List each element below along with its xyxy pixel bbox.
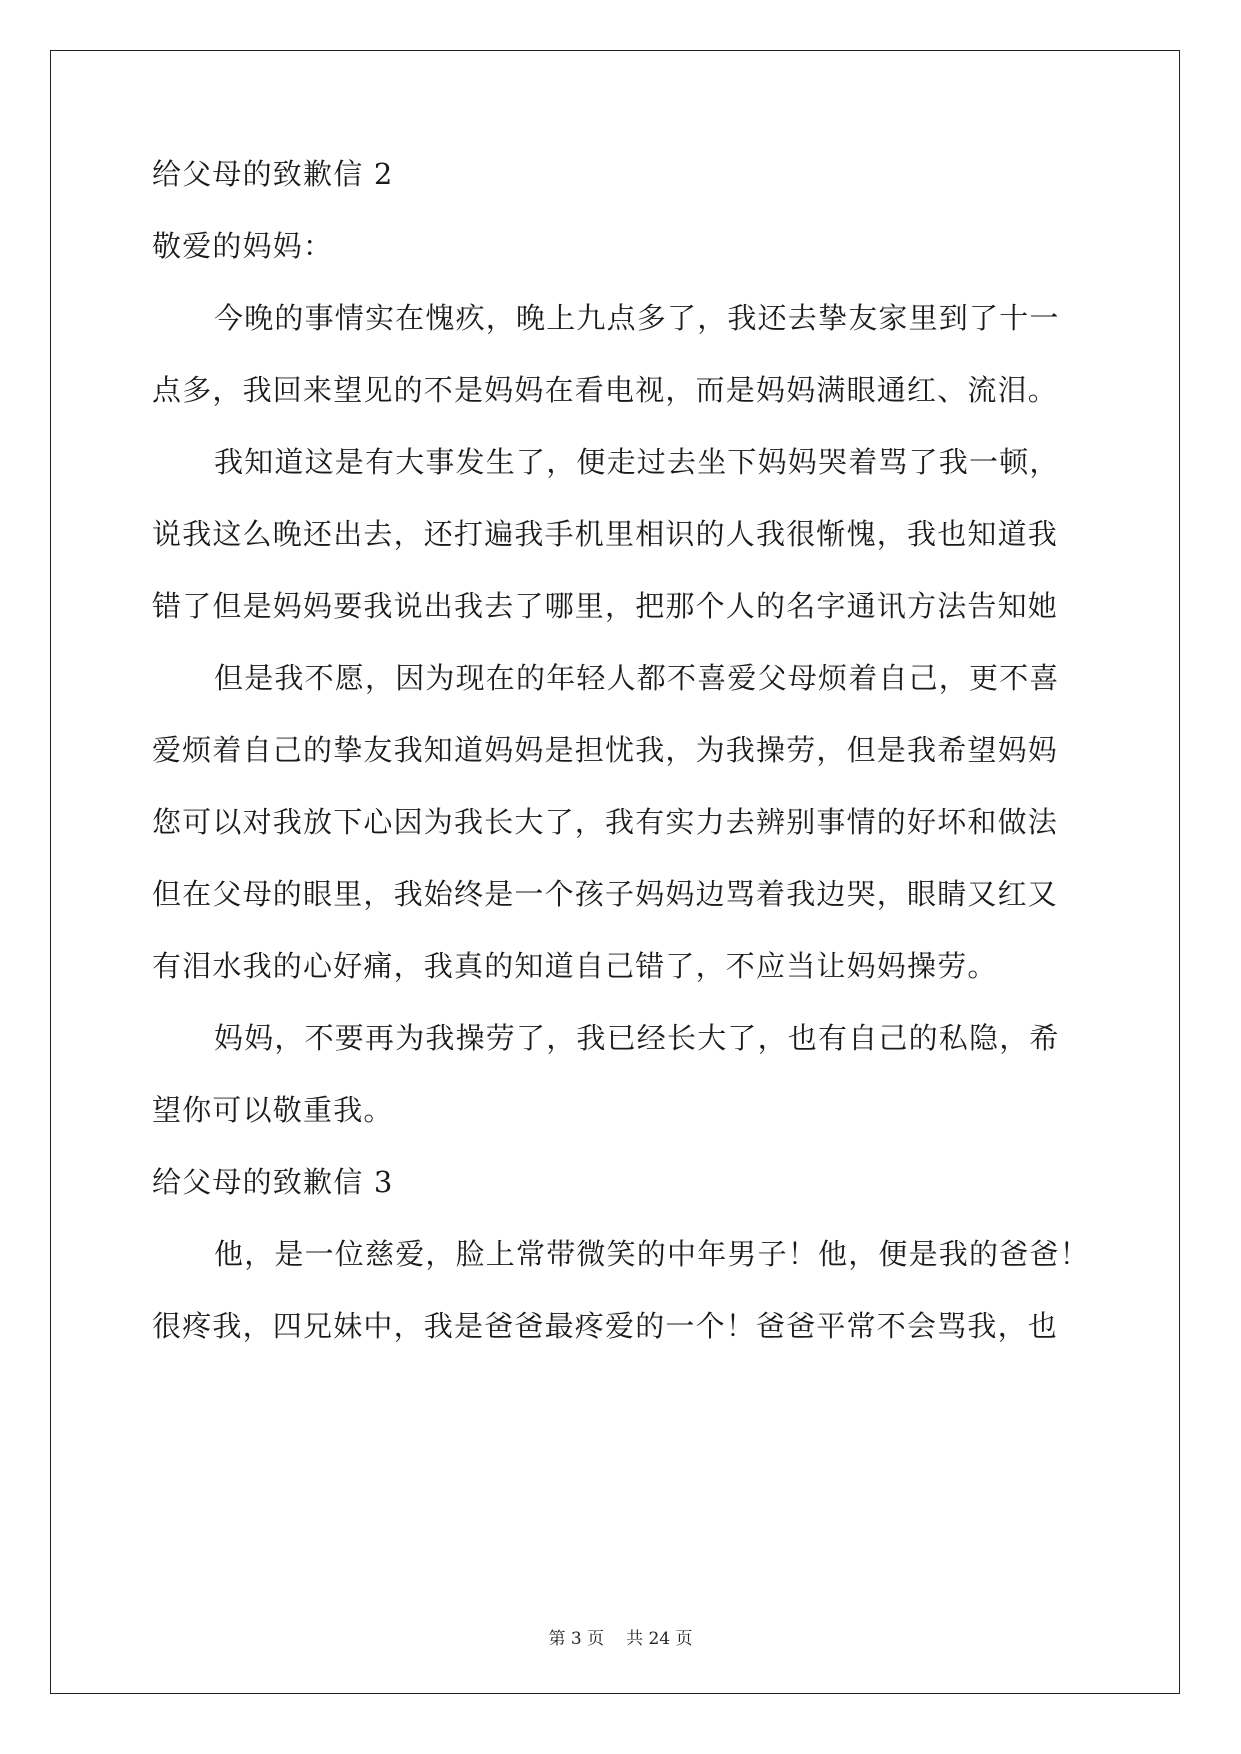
page-number: 第 3 页: [548, 1629, 605, 1649]
page-border: [50, 50, 1180, 1694]
salutation: 敬爱的妈妈：: [152, 229, 334, 263]
page-total: 共 24 页: [626, 1629, 693, 1649]
body-line: 爱烦着自己的挚友我知道妈妈是担忧我，为我操劳，但是我希望妈妈: [152, 733, 1059, 767]
body-line: 我知道这是有大事发生了，便走过去坐下妈妈哭着骂了我一顿，: [214, 445, 1060, 479]
body-line: 妈妈，不要再为我操劳了，我已经长大了，也有自己的私隐，希: [214, 1021, 1060, 1055]
letter-title-3: 给父母的致歉信 3: [152, 1165, 394, 1199]
body-line: 说我这么晚还出去，还打遍我手机里相识的人我很惭愧，我也知道我: [152, 517, 1059, 551]
letter-title-2: 给父母的致歉信 2: [152, 157, 394, 191]
body-line: 很疼我，四兄妹中，我是爸爸最疼爱的一个！爸爸平常不会骂我，也: [152, 1309, 1059, 1343]
body-line: 点多，我回来望见的不是妈妈在看电视，而是妈妈满眼通红、流泪。: [152, 373, 1059, 407]
body-line: 但在父母的眼里，我始终是一个孩子妈妈边骂着我边哭，眼睛又红又: [152, 877, 1059, 911]
body-line: 您可以对我放下心因为我长大了，我有实力去辨别事情的好坏和做法: [152, 805, 1059, 839]
body-line: 今晚的事情实在愧疚，晚上九点多了，我还去挚友家里到了十一: [214, 301, 1060, 335]
body-line: 望你可以敬重我。: [152, 1093, 394, 1127]
page-footer: [0, 1628, 1241, 1650]
body-line: 错了但是妈妈要我说出我去了哪里，把那个人的名字通讯方法告知她: [152, 589, 1059, 623]
body-line: 有泪水我的心好痛，我真的知道自己错了，不应当让妈妈操劳。: [152, 949, 998, 983]
body-line: 但是我不愿，因为现在的年轻人都不喜爱父母烦着自己，更不喜: [214, 661, 1060, 695]
body-line: 他，是一位慈爱，脸上常带微笑的中年男子！他，便是我的爸爸！: [214, 1237, 1090, 1271]
